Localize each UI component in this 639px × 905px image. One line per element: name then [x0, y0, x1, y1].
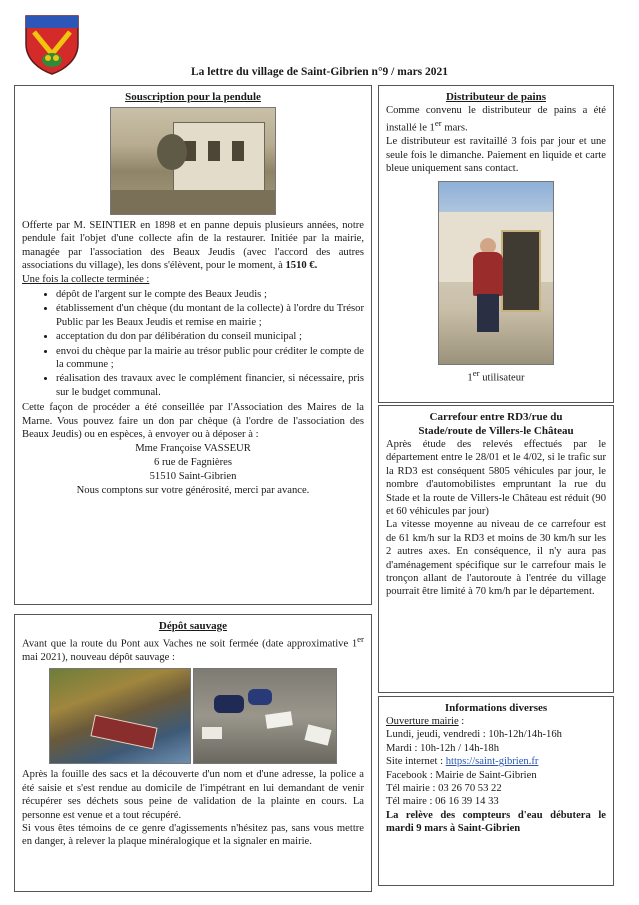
informations-section — [378, 696, 614, 886]
donation-address — [22, 442, 364, 498]
list-item: • dépôt de l'argent sur le compte des Beaux Jeudis ; — [56, 288, 364, 301]
list-item: • envoi du chèque par la mairie au trésor public pour créditer le compte de la commune ; — [56, 345, 364, 372]
distributeur-text2: Le distributeur est ravitaillé 3 fois par jour et une seule fois le dimanche. Paiement en liquide et carte bleue uniquement sans contact. — [386, 136, 606, 175]
hours-line: Lundi, jeudi, vendredi : 10h-12h/14h-16h — [386, 729, 562, 741]
distributeur-text1: Comme convenu le distributeur de pains a été installé le 1er mars. — [386, 105, 606, 134]
depot-sauvage-section — [14, 614, 372, 892]
carrefour-text2: La vitesse moyenne au niveau de ce carrefour est de 61 km/h sur la RD3 et moins de 30 km/h sur les 2 autres axes. En conséquence, il n'y aura pas d'aménagement spécifique sur le carrefour mais le tronçon allant de l'autoroute à l'entrée du village pourrait être limité à 70 km/h par le département. — [386, 519, 606, 598]
site-link[interactable]: https://saint-gibrien.fr — [445, 756, 539, 768]
address-line: 6 rue de Fagnières — [154, 456, 232, 468]
releve-compteurs: La relève des compteurs d'eau débutera le mardi 9 mars à Saint-Gibrien — [386, 809, 606, 835]
address-line: Mme Françoise VASSEUR — [135, 442, 251, 454]
address-line: 51510 Saint-Gibrien — [149, 470, 237, 482]
distributeur-caption: 1er utilisateur — [467, 367, 525, 384]
tel-maire: Tél maire : 06 16 39 14 33 — [386, 796, 499, 808]
depot-photos — [22, 668, 364, 764]
souscription-amount: 1510 €. — [285, 260, 318, 272]
distributeur-title: Distributeur de pains — [445, 91, 547, 103]
distributeur-photo — [438, 181, 554, 365]
ouverture-label: Ouverture mairie : — [386, 716, 465, 727]
facebook-line: Facebook : Mairie de Saint-Gibrien — [386, 769, 537, 781]
depot-intro: Avant que la route du Pont aux Vaches ne soit fermée (date approximative 1er mai 2021), nouveau dépôt sauvage : — [22, 634, 364, 663]
list-item: • acceptation du don par délibération du conseil municipal ; — [56, 330, 364, 343]
collecte-steps-list — [56, 288, 364, 399]
pendule-photo — [110, 107, 276, 215]
hours-line: Mardi : 10h-12h / 14h-18h — [386, 742, 499, 754]
collecte-label: Une fois la collecte terminée : — [22, 273, 150, 285]
list-item: • réalisation des travaux avec le complément financier, si nécessaire, pris sur le budget communal. — [56, 372, 364, 399]
depot-text2: Si vous êtes témoins de ce genre d'agissements n'hésitez pas, sans vous mettre en danger, à relever la plaque minéralogique et la signaler en mairie. — [22, 822, 364, 848]
depot-photo-1 — [49, 668, 191, 764]
souscription-section — [14, 85, 372, 605]
tel-mairie: Tél mairie : 03 26 70 53 22 — [386, 783, 502, 795]
list-item: • établissement d'un chèque (du montant de la collecte) à l'ordre du Trésor Public par les Beaux Jeudis et remise en mairie ; — [56, 302, 364, 329]
depot-text1: Après la fouille des sacs et la découverte d'un nom et d'une adresse, la police a été saisie et s'est rendue au domicile de l'impétrant en lui demandant de venir récupérer ses déchets sous peine de validation de la plainte en cours. La personne est venue et a tout récupéré. — [22, 769, 364, 821]
distributeur-section — [378, 85, 614, 403]
site-line: Site internet : https://saint-gibrien.fr — [386, 756, 539, 768]
carrefour-title: Carrefour entre RD3/rue du Stade/route de Villers-le Château — [418, 411, 574, 437]
souscription-intro: Offerte par M. SEINTIER en 1898 et en panne depuis plusieurs années, notre pendule fait l'objet d'une collecte afin de la restaurer. Initiée par la mairie, managée par l'association des Beaux Jeudis (avec l'accord des autres associations du village), les dons s'élèvent, pour le moment, à 1510 €. — [22, 220, 364, 272]
infos-title: Informations diverses — [444, 702, 548, 714]
thanks-text: Nous comptons sur votre générosité, merci par avance. — [76, 484, 310, 496]
souscription-outro: Cette façon de procéder a été conseillée par l'Association des Maires de la Marne. Vous pouvez faire un don par chèque (à l'ordre de l'association des Beaux Jeudis) ou en espèces, à envoyer ou à déposer à : — [22, 402, 364, 441]
souscription-title: Souscription pour la pendule — [125, 91, 261, 103]
carrefour-section — [378, 405, 614, 693]
carrefour-text1: Après étude des relevés effectués par le département entre le 28/01 et le 4/02, si le trafic sur la RD3 est conséquent 5805 véhicules par jour, le nombre d'automobilistes empruntant la rue du Stade et la route de Villers-le Château est réduit (90 et 60 véhicules par jour) — [386, 439, 606, 518]
newsletter-title: La lettre du village de Saint-Gibrien n°9 / mars 2021 — [190, 66, 449, 78]
depot-photo-2 — [193, 668, 337, 764]
depot-title: Dépôt sauvage — [158, 620, 228, 632]
